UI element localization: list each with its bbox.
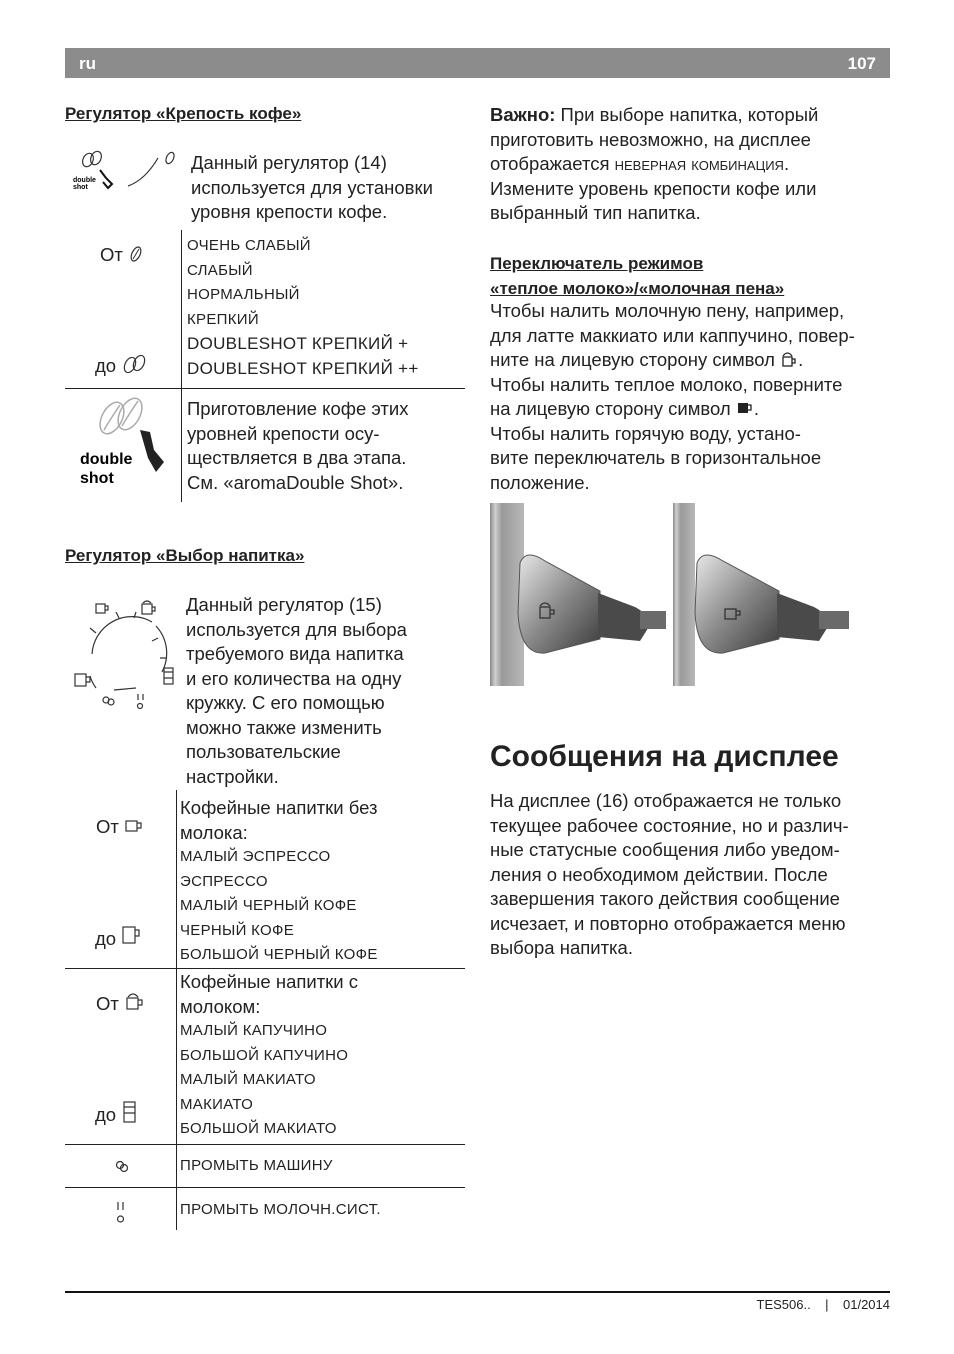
table-divider	[176, 790, 177, 1230]
svg-text:shot: shot	[80, 470, 114, 487]
milk-cup-icon	[124, 992, 146, 1012]
from-label: От	[96, 992, 146, 1015]
rinse-machine-label: ПРОМЫТЬ МАШИНУ	[180, 1157, 333, 1174]
page-header-bar	[65, 48, 890, 78]
to-label: до	[95, 925, 141, 950]
switch-photo-warm-milk	[673, 503, 849, 686]
list-item: МАЛЫЙ ЧЕРНЫЙ КОФЕ	[180, 897, 357, 914]
to-label: до	[95, 1100, 139, 1126]
strength-heading: Регулятор «Крепость кофе»	[65, 104, 302, 123]
list-item: ОЧЕНЬ СЛАБЫЙ	[187, 237, 311, 254]
strength-dial-icon	[70, 148, 182, 196]
section-title: Сообщения на дисплее	[490, 740, 839, 773]
from-label: От	[100, 244, 144, 266]
list-item: DOUBLESHOT КРЕПКИЙ ++	[187, 358, 419, 378]
print-date: 01/2014	[843, 1297, 890, 1312]
list-item: БОЛЬШОЙ КАПУЧИНО	[180, 1046, 349, 1064]
language-code: ru	[79, 54, 96, 73]
list-item: БОЛЬШОЙ ЧЕРНЫЙ КОФЕ	[180, 946, 378, 963]
black-coffee-list: Кофейные напитки без молока: МАЛЫЙ ЭСПРЕССО ЭСПРЕССО МАЛЫЙ ЧЕРНЫЙ КОФЕ ЧЕРНЫЙ КОФЕ БОЛЬШОЙ ЧЕРНЫЙ КОФЕ	[180, 796, 378, 968]
footer-info	[757, 1297, 891, 1312]
milk-foam-icon	[780, 350, 798, 368]
from-label: От	[96, 816, 144, 838]
table-rule	[65, 388, 465, 389]
switch-photo-foam	[490, 503, 666, 686]
important-note: Важно: При выборе напитка, который приготовить невозможно, на дисплее отображается неверная комбинация. Измените уровень крепости кофе или выбранный тип напитка.	[490, 104, 819, 223]
list-item: МАЛЫЙ КАПУЧИНО	[180, 1022, 328, 1039]
double-shot-description: Приготовление кофе этих уровней крепости осу- ществляется в два этапа. См. «aromaDouble Shot».	[187, 398, 409, 493]
svg-text:shot: shot	[73, 184, 88, 191]
rinse-milk-system-label: ПРОМЫТЬ МОЛОЧН.СИСТ.	[180, 1201, 381, 1218]
switch-heading: Переключатель режимов «теплое молоко»/«молочная пена»	[490, 254, 785, 298]
list-item: СЛАБЫЙ	[187, 261, 253, 279]
table-divider	[181, 230, 182, 502]
list-item: ЧЕРНЫЙ КОФЕ	[180, 921, 295, 939]
single-bean-icon	[128, 245, 144, 263]
table-rule	[65, 1187, 465, 1188]
tall-glass-icon	[121, 1100, 139, 1124]
strength-description: Данный регулятор (14) используется для установки уровня крепости кофе.	[191, 152, 433, 222]
svg-text:double: double	[73, 177, 96, 184]
list-item: БОЛЬШОЙ МАКИАТО	[180, 1120, 337, 1137]
model-number: TES506..	[756, 1297, 811, 1312]
milk-coffee-list: Кофейные напитки с молоком: МАЛЫЙ КАПУЧИНО БОЛЬШОЙ КАПУЧИНО МАЛЫЙ МАКИАТО МАКИАТО БОЛЬШОЙ МАКИАТО	[180, 970, 358, 1142]
svg-text:double: double	[80, 451, 133, 468]
drink-selector-dial-icon	[70, 598, 180, 714]
list-item: DOUBLESHOT КРЕПКИЙ +	[187, 334, 409, 353]
double-bean-icon	[121, 353, 149, 375]
large-cup-icon	[121, 925, 141, 947]
display-messages-description: На дисплее (16) отображается не только текущее рабочее состояние, но и различ- ные статусные сообщения либо уведом- ления о необходимом действии. После завершения такого действия сообщение исчезает, и повторно отображается меню выбора напитка.	[490, 790, 849, 958]
footer-separator: |	[825, 1297, 829, 1312]
page-number: 107	[847, 54, 876, 73]
list-item: МАЛЫЙ ЭСПРЕССО	[180, 848, 331, 865]
strength-levels-list	[187, 234, 419, 381]
footer-rule	[65, 1291, 890, 1293]
switch-description: Чтобы налить молочную пену, например, для латте маккиато или каппучино, повер- ните на лицевую сторону символ . Чтобы налить теплое молоко, поверните на лицевую сторону символ . Чтобы налить горячую воду, устано- вите переключатель в горизонтальное положение.	[490, 300, 855, 493]
list-item: ЭСПРЕССО	[180, 872, 268, 890]
warm-milk-icon	[736, 400, 754, 416]
table-rule	[65, 968, 465, 969]
list-item: МАКИАТО	[180, 1095, 254, 1113]
drink-heading: Регулятор «Выбор напитка»	[65, 546, 305, 565]
table-rule	[65, 1144, 465, 1145]
double-shot-icon	[78, 396, 170, 488]
list-item: КРЕПКИЙ	[187, 310, 259, 328]
to-label: до	[95, 353, 149, 377]
rinse-machine-icon	[114, 1158, 130, 1174]
list-item: НОРМАЛЬНЫЙ	[187, 286, 300, 303]
drink-selector-description: Данный регулятор (15) используется для выбора требуемого вида напитка и его количества на одну кружку. С его помощью можно также изменить пользовательские настройки.	[186, 594, 407, 787]
rinse-milk-system-icon	[113, 1200, 129, 1226]
small-cup-icon	[124, 818, 144, 834]
list-item: МАЛЫЙ МАКИАТО	[180, 1071, 316, 1088]
